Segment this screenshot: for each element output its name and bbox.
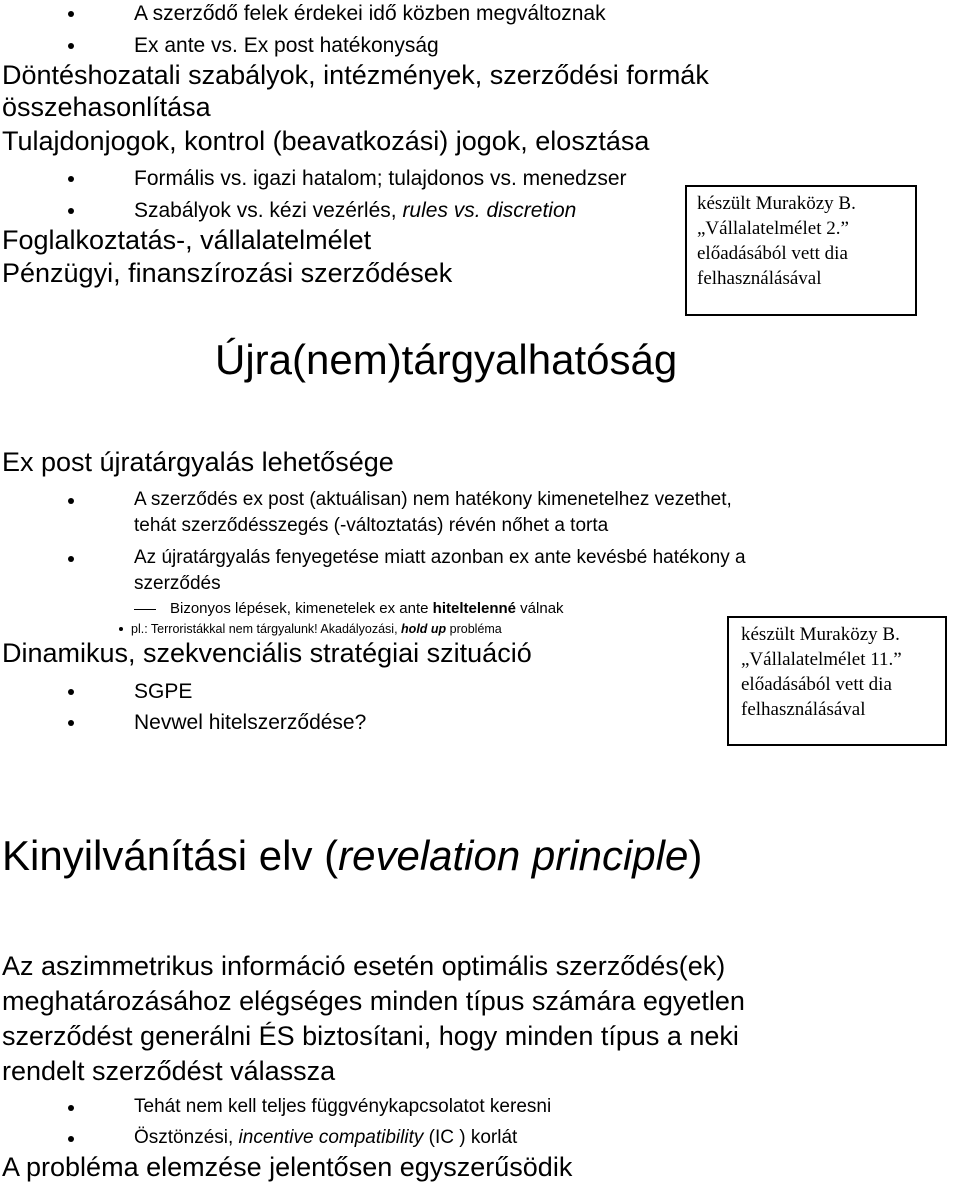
source-note-2-line1: készült Muraközy B. [741,624,900,645]
paragraph-line3: szerződést generálni ÉS biztosítani, hogy minden típus a neki [2,1021,739,1051]
bullet-no-full-function: Tehát nem kell teljes függvénykapcsolatot keresni [134,1096,552,1117]
source-note-2-line2: „Vállalatelmélet 11.” [741,649,902,671]
heading-financial-contracts: Pénzügyi, finanszírozási szerződések [2,258,453,288]
heading-property-rights: Tulajdonjogok, kontrol (beavatkozási) jogok, elosztása [2,126,650,156]
source-note-2-line3: előadásából vett dia [741,674,892,696]
bullet-incentive-compatibility: Ösztönzési, incentive compatibility (IC ) korlát [134,1127,518,1148]
conclusion-line: A probléma elemzése jelentősen egyszerűsödik [2,1152,573,1182]
source-note-1-line1: készült Muraközy B. [697,193,856,214]
bullet-rules-vs-discretion: Szabályok vs. kézi vezérlés, rules vs. discretion [134,199,577,222]
source-note-1-line3: előadásából vett dia [697,243,848,265]
bullet-formal-vs-real-power: Formális vs. igazi hatalom; tulajdonos vs. menedzser [134,167,627,190]
bullet-renegotiation-threat-line1: Az újratárgyalás fenyegetése miatt azonban ex ante kevésbé hatékony a [134,547,746,568]
bullet-sgpe: SGPE [134,680,193,703]
heading-employment-theory: Foglalkoztatás-, vállalatelmélet [2,225,372,255]
small-bullet-hold-up: pl.: Terroristákkal nem tárgyalunk! Akadályozási, hold up probléma [131,622,502,636]
paragraph-line2: meghatározásához elégséges minden típus számára egyetlen [2,986,745,1016]
bullet-inefficient-outcome-line1: A szerződés ex post (aktuálisan) nem hatékony kimenetelhez vezethet, [134,489,732,510]
bullet-inefficient-outcome-line2: tehát szerződésszegés (-változtatás) révén nőhet a torta [134,515,609,536]
bullet-ex-ante-ex-post: Ex ante vs. Ex post hatékonyság [134,34,439,57]
source-note-1-line2: „Vállalatelmélet 2.” [697,218,849,240]
paragraph-line4: rendelt szerződést válassza [2,1056,336,1086]
source-note-box-2 [727,616,947,746]
bullet-nevwel-loan: Nevwel hitelszerződése? [134,711,367,734]
title-revelation-principle: Kinyilvánítási elv (revelation principle) [2,832,703,879]
bullet-interests-change: A szerződő felek érdekei idő közben megváltoznak [134,2,606,25]
source-note-box-1 [685,185,917,316]
source-note-2-line4: felhasználásával [741,699,866,721]
heading-ex-post-renegotiation: Ex post újratárgyalás lehetősége [2,447,394,477]
bullet-renegotiation-threat-line2: szerződés [134,573,221,594]
heading-decision-rules-line1: Döntéshozatali szabályok, intézmények, szerződési formák [2,60,709,90]
heading-dynamic-strategic: Dinamikus, szekvenciális stratégiai szituáció [2,638,532,668]
paragraph-line1: Az aszimmetrikus információ esetén optimális szerződés(ek) [2,951,726,981]
title-renegotiation: Újra(nem)tárgyalhatóság [215,336,678,383]
heading-decision-rules-line2: összehasonlítása [2,92,211,122]
source-note-1-line4: felhasználásával [697,268,822,290]
dash-item-noncredible: Bizonyos lépések, kimenetelek ex ante hiteltelenné válnak [170,600,564,617]
